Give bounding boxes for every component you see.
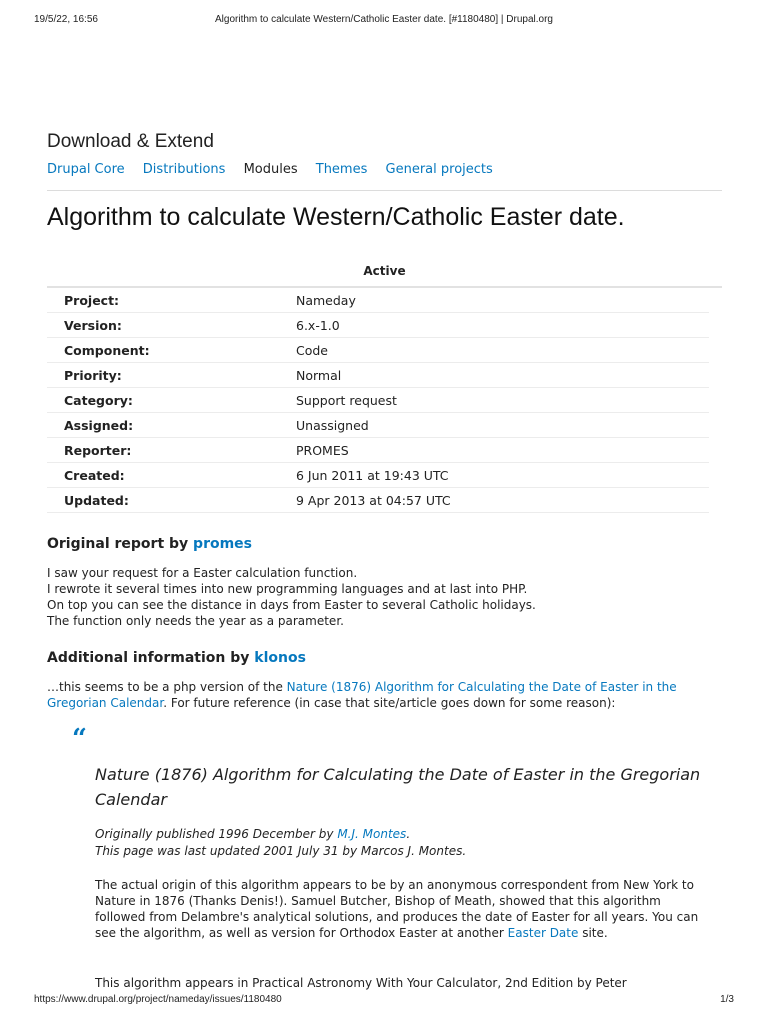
additional-info-prefix: Additional information by <box>47 650 250 666</box>
original-report-prefix: Original report by <box>47 536 189 552</box>
section-title: Download & Extend <box>47 131 214 152</box>
easter-date-link[interactable]: Easter Date <box>507 926 579 940</box>
meta-key-assigned: Assigned: <box>47 413 296 438</box>
report-line: On top you can see the distance in days from Easter to several Catholic holidays. <box>47 598 536 612</box>
print-page-title: Algorithm to calculate Western/Catholic Easter date. [#1180480] | Drupal.org <box>215 14 553 25</box>
quote-published-suffix: . <box>406 827 411 841</box>
montes-link[interactable]: M.J. Montes <box>337 827 407 841</box>
meta-key-project: Project: <box>47 288 296 313</box>
print-page-number: 1/3 <box>720 994 734 1005</box>
print-url: https://www.drupal.org/project/nameday/issues/1180480 <box>34 994 282 1005</box>
meta-value-category: Support request <box>296 388 709 413</box>
original-report-author-link[interactable]: promes <box>193 536 253 552</box>
quote-p1-suffix: site. <box>578 926 608 940</box>
report-line: I saw your request for a Easter calculation function. <box>47 566 358 580</box>
table-row <box>47 313 709 338</box>
additional-info-heading <box>47 650 306 666</box>
meta-value-component: Code <box>296 338 709 363</box>
meta-value-version: 6.x-1.0 <box>296 313 709 338</box>
quote-published <box>95 826 715 843</box>
meta-value-project: Nameday <box>296 288 709 313</box>
table-row <box>47 413 709 438</box>
meta-value-priority: Normal <box>296 363 709 388</box>
subnav-item-themes[interactable]: Themes <box>315 162 368 177</box>
table-row <box>47 388 709 413</box>
quote-title: Nature (1876) Algorithm for Calculating the Date of Easter in the Gregorian Calendar <box>95 765 701 809</box>
quote-paragraph-1 <box>95 877 715 941</box>
meta-key-created: Created: <box>47 463 296 488</box>
report-line: I rewrote it several times into new programming languages and at last into PHP. <box>47 582 528 596</box>
meta-key-category: Category: <box>47 388 296 413</box>
print-footer <box>34 994 734 1008</box>
meta-value-updated: 9 Apr 2013 at 04:57 UTC <box>296 488 709 513</box>
meta-key-priority: Priority: <box>47 363 296 388</box>
issue-title: Algorithm to calculate Western/Catholic Easter date. <box>47 203 625 231</box>
issue-metadata <box>47 262 722 513</box>
meta-key-reporter: Reporter: <box>47 438 296 463</box>
metadata-table <box>47 288 709 513</box>
blockquote <box>95 762 715 812</box>
quote-byline <box>95 826 715 860</box>
additional-info-text-after: . For future reference (in case that site/article goes down for some reason): <box>163 696 616 710</box>
print-header <box>34 14 734 28</box>
table-row <box>47 363 709 388</box>
quote-icon: “ <box>72 724 87 754</box>
meta-key-component: Component: <box>47 338 296 363</box>
nature-algorithm-link[interactable]: Nature (1876) Algorithm for Calculating the Date of Easter in the Gregorian Calendar <box>47 680 677 710</box>
subnav-item-general-projects[interactable]: General projects <box>385 162 493 177</box>
section-subnav <box>47 162 722 191</box>
table-row <box>47 463 709 488</box>
quote-updated: This page was last updated 2001 July 31 by Marcos J. Montes. <box>95 844 467 858</box>
table-row <box>47 438 709 463</box>
meta-value-assigned: Unassigned <box>296 413 709 438</box>
meta-value-created: 6 Jun 2011 at 19:43 UTC <box>296 463 709 488</box>
additional-info-text: …this seems to be a php version of the <box>47 680 287 694</box>
report-line: The function only needs the year as a parameter. <box>47 614 344 628</box>
additional-info-author-link[interactable]: klonos <box>254 650 306 666</box>
subnav-item-modules[interactable]: Modules <box>243 162 298 177</box>
original-report-heading <box>47 536 252 552</box>
subnav-item-distributions[interactable]: Distributions <box>142 162 226 177</box>
status-badge: Active <box>47 262 722 288</box>
additional-info-body <box>47 679 722 711</box>
quote-p1-text: The actual origin of this algorithm appears to be by an anonymous correspondent from New York to Nature in 1876 (Thanks Denis!). Samuel Butcher, Bishop of Meath, showed that this algorithm followed from Delambre's analytical solutions, and produces the date of Easter for all years. You can see the algorithm, as well as version for Orthodox Easter at another <box>95 878 699 940</box>
quote-published-prefix: Originally published 1996 December by <box>95 827 338 841</box>
table-row <box>47 488 709 513</box>
print-datetime: 19/5/22, 16:56 <box>34 14 98 25</box>
meta-key-version: Version: <box>47 313 296 338</box>
quote-paragraph-2 <box>95 975 715 991</box>
table-row <box>47 288 709 313</box>
original-report-body <box>47 565 722 629</box>
table-row <box>47 338 709 363</box>
reporter-link[interactable]: PROMES <box>296 438 709 463</box>
quote-p2-text: This algorithm appears in Practical Astronomy With Your Calculator, 2nd Edition by Peter <box>95 976 627 990</box>
meta-key-updated: Updated: <box>47 488 296 513</box>
subnav-item-drupal-core[interactable]: Drupal Core <box>47 162 125 177</box>
